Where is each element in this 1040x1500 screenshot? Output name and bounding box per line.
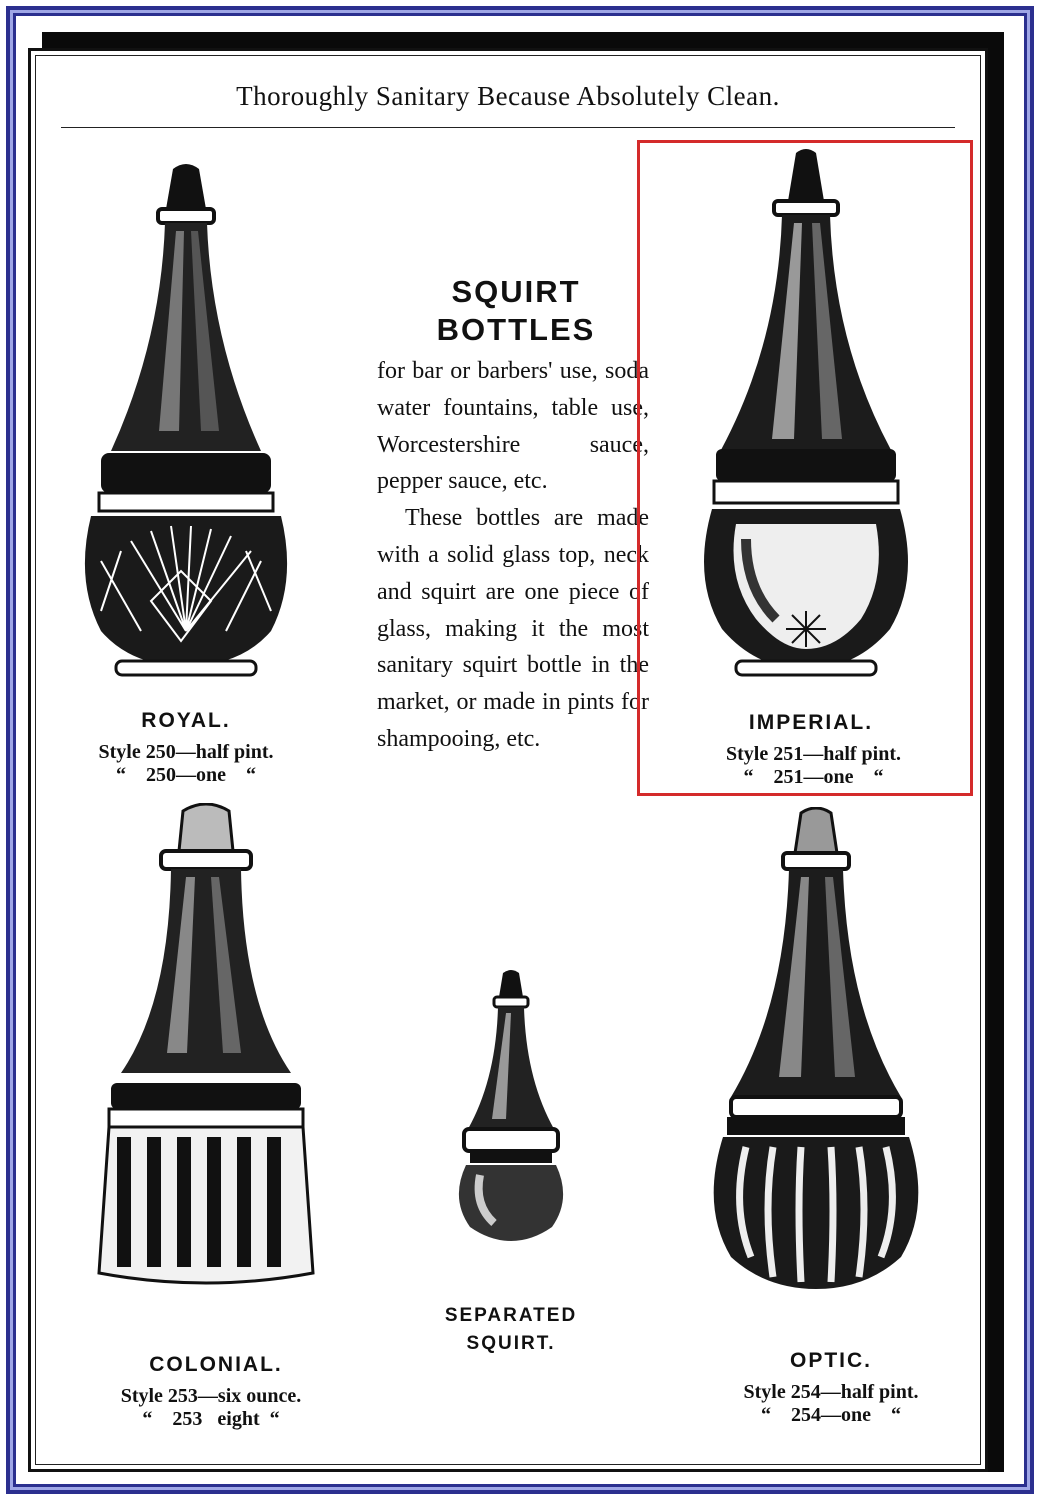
royal-style-line2: “ 250—one “ (116, 764, 256, 786)
colonial-bottle-illustration (91, 803, 321, 1303)
squirt-bottles-title (416, 273, 616, 349)
headline-rule (61, 127, 955, 128)
title-line-1: SQUIRT (451, 274, 581, 309)
optic-bottle-illustration (701, 807, 931, 1297)
optic-style-line1: Style 254—half pint. (743, 1381, 919, 1403)
optic-name: OPTIC. (789, 1349, 872, 1372)
description-paragraph-2: These bottles are made with a solid glass top, neck and squirt are one piece of glass, making it the most sanitary squirt bottle in the market, or made in pints for shampooing, etc. (377, 505, 649, 752)
colonial-style-line1: Style 253—six ounce. (120, 1385, 302, 1407)
royal-style-line1: Style 250—half pint. (98, 741, 274, 763)
colonial-style-line2: “ 253 eight “ (142, 1408, 280, 1430)
page-headline: Thoroughly Sanitary Because Absolutely Clean. (236, 81, 780, 111)
title-line-2: BOTTLES (436, 312, 596, 347)
imperial-name: IMPERIAL. (748, 711, 874, 734)
optic-style-line2: “ 254—one “ (761, 1404, 901, 1426)
description-text (377, 353, 649, 758)
separated-squirt-name-line2: SQUIRT. (466, 1333, 556, 1354)
imperial-highlight-box (637, 140, 973, 796)
separated-squirt-name-line1: SEPARATED (444, 1305, 578, 1326)
imperial-style-line2: “ 251—one “ (743, 766, 884, 788)
imperial-style-line1: Style 251—half pint. (725, 743, 902, 765)
description-paragraph-1: for bar or barbers' use, soda water fountains, table use, Worcestershire sauce, pepper sauce, etc. (377, 358, 649, 495)
colonial-name: COLONIAL. (149, 1353, 283, 1376)
royal-name: ROYAL. (141, 709, 231, 732)
separated-squirt-illustration (446, 969, 576, 1249)
royal-bottle-illustration (61, 161, 311, 681)
